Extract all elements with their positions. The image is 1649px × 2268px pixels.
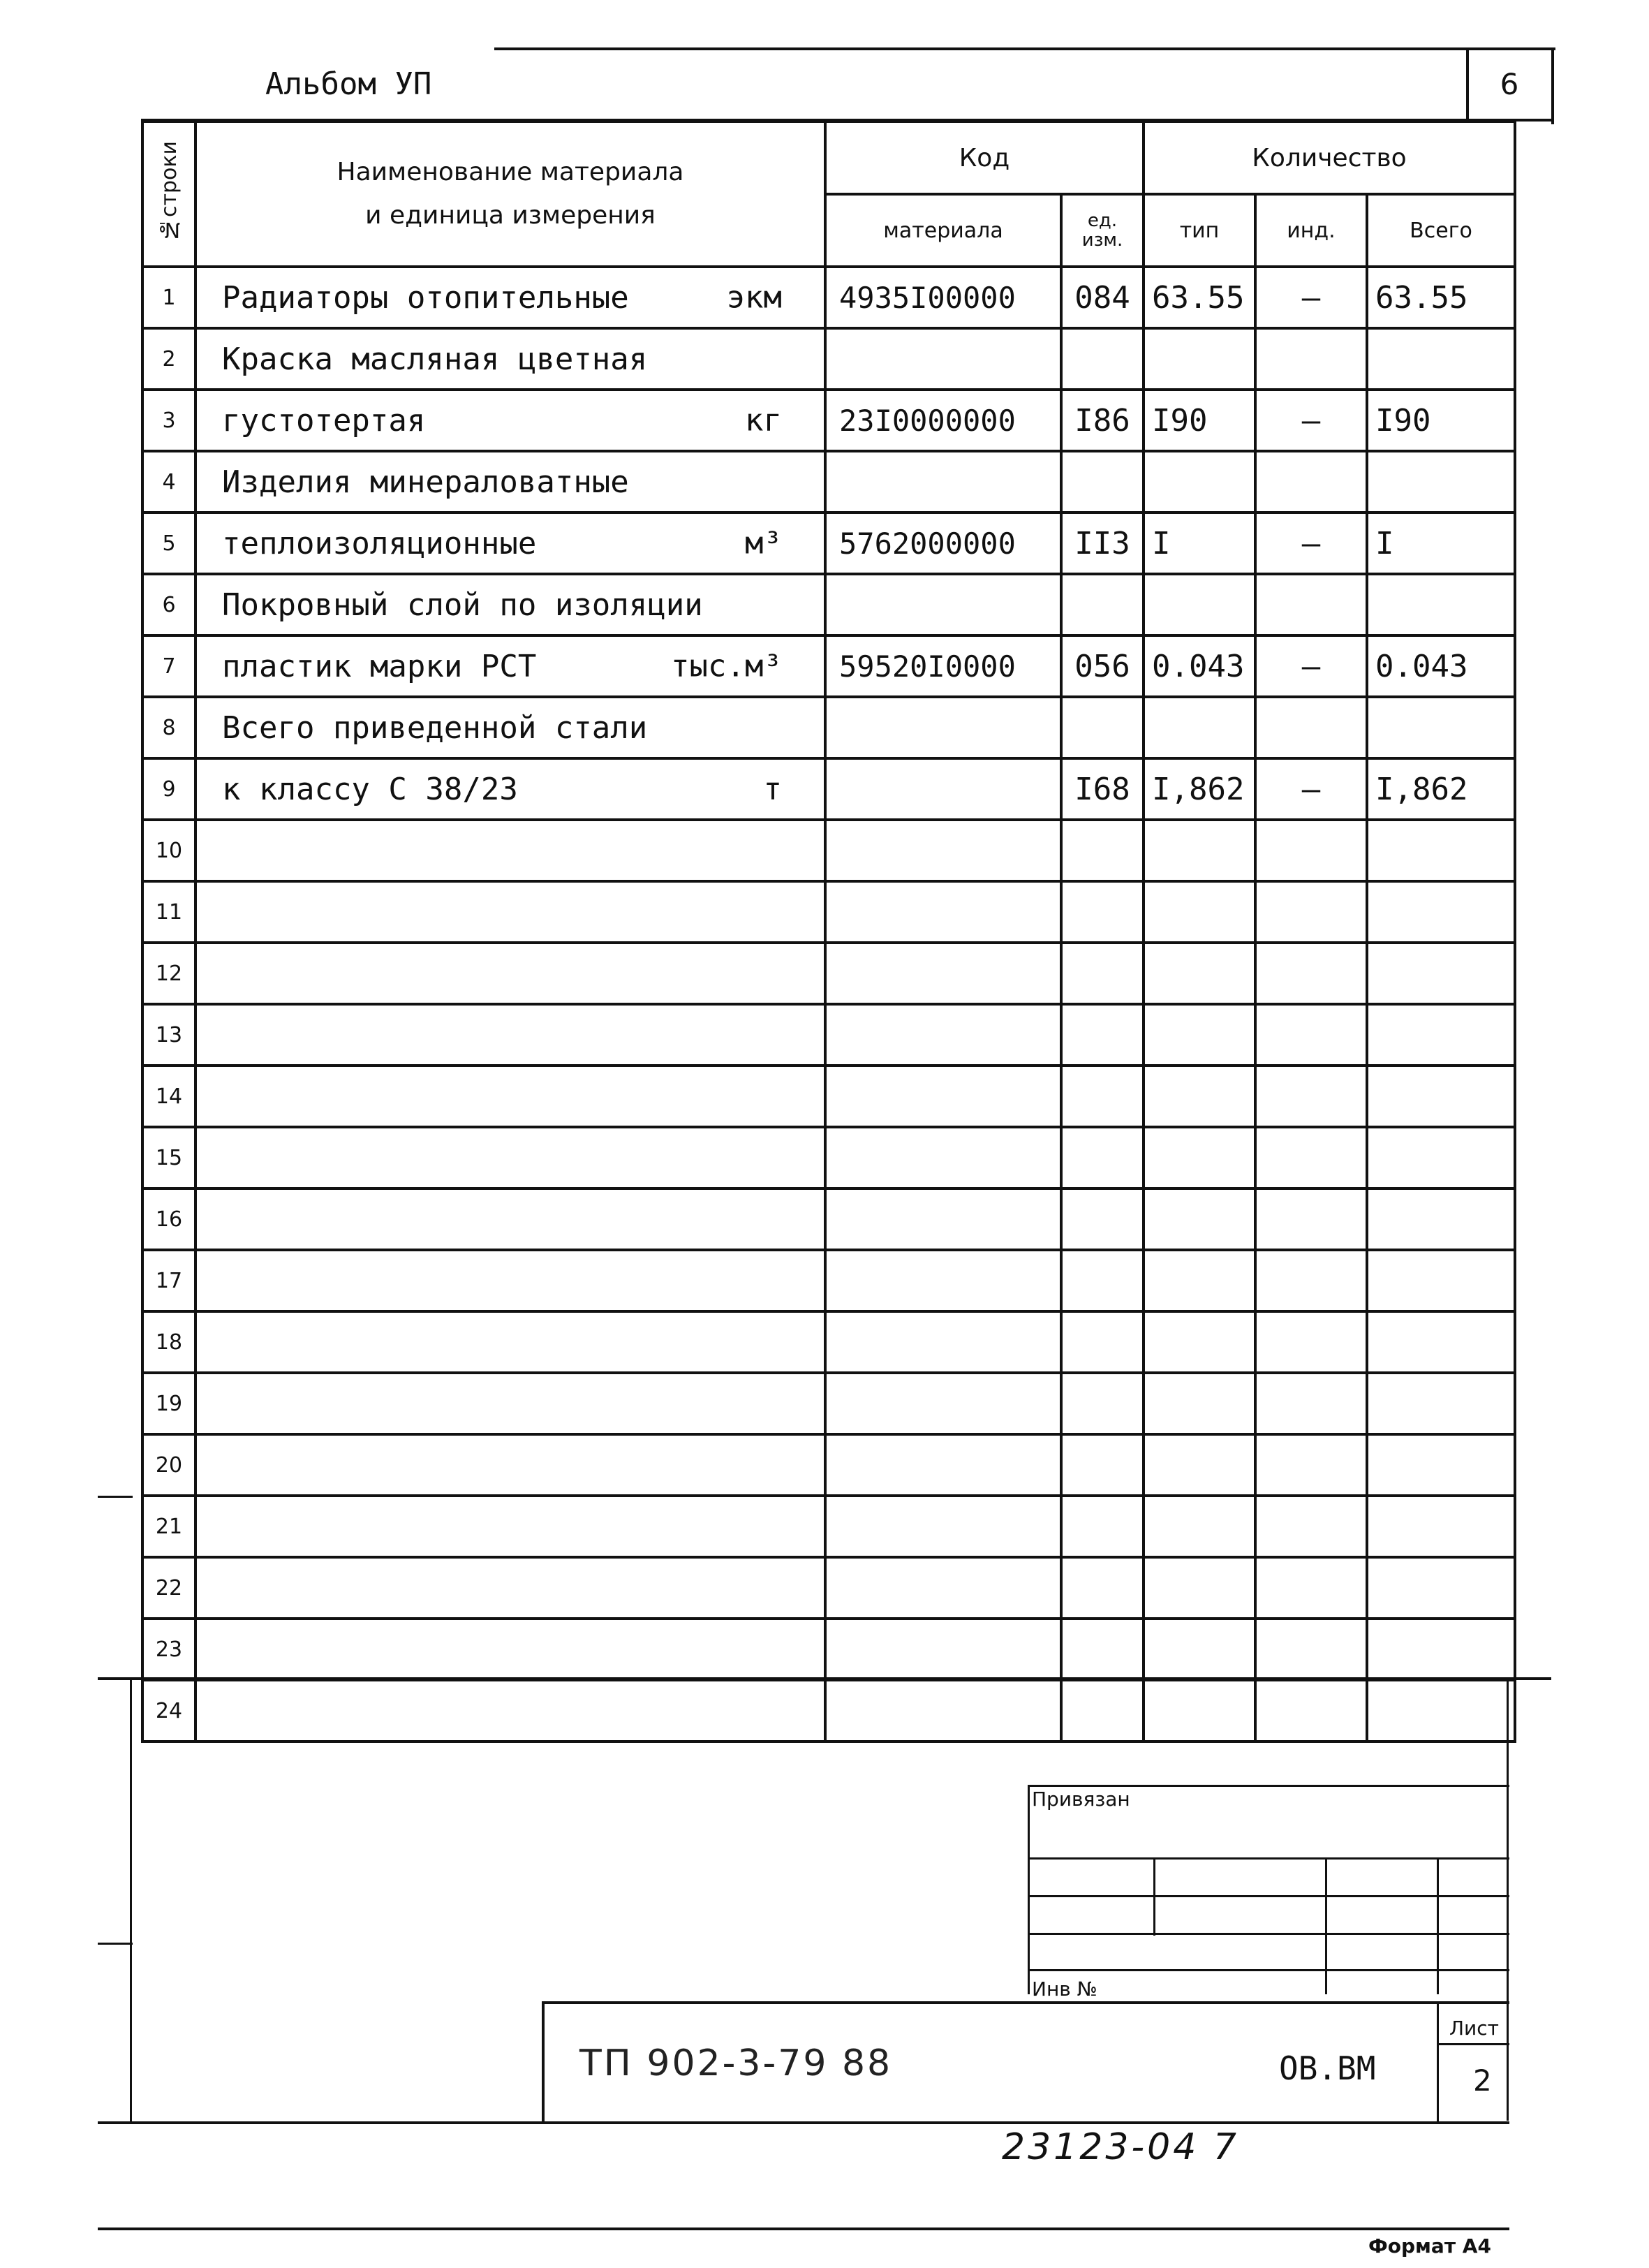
table-row	[142, 574, 1515, 635]
material-name-cell	[195, 1311, 825, 1373]
table-row	[142, 267, 1515, 328]
album-title: Альбом УП	[265, 66, 432, 102]
row-number: 2	[142, 328, 195, 390]
quantity-ind: –	[1255, 635, 1367, 697]
row-number: 23	[142, 1619, 195, 1680]
quantity-ind	[1255, 328, 1367, 390]
quantity-ind	[1255, 697, 1367, 758]
unit-code	[1061, 1680, 1144, 1742]
table-row	[142, 1680, 1515, 1742]
material-name-cell	[195, 1127, 825, 1188]
material-code	[825, 574, 1061, 635]
material-name: теплоизоляционные	[222, 525, 537, 561]
quantity-ind	[1255, 1250, 1367, 1311]
unit-code	[1061, 1373, 1144, 1434]
document-mark: ОВ.ВМ	[1279, 2049, 1376, 2087]
unit-of-measure: тыс.м³	[671, 648, 782, 684]
material-name: к классу С 38/23	[222, 771, 518, 807]
inventory-number: 23123-04 7	[1002, 2126, 1239, 2168]
quantity-total	[1367, 881, 1515, 943]
quantity-total	[1367, 1557, 1515, 1619]
quantity-ind: –	[1255, 390, 1367, 451]
material-name-cell	[195, 697, 825, 758]
row-number: 10	[142, 820, 195, 881]
quantity-type: 63.55	[1144, 267, 1255, 328]
material-code	[825, 1680, 1061, 1742]
unit-code	[1061, 574, 1144, 635]
material-code: 5762000000	[825, 513, 1061, 574]
table-body	[142, 267, 1515, 1742]
document-code: ТП 902-3-79 88	[579, 2042, 893, 2084]
quantity-total	[1367, 574, 1515, 635]
title-block-bottom	[98, 2121, 1509, 2124]
quantity-ind	[1255, 1680, 1367, 1742]
material-code	[825, 1373, 1061, 1434]
quantity-ind	[1255, 1311, 1367, 1373]
material-name-cell	[195, 1496, 825, 1557]
unit-code: 084	[1061, 267, 1144, 328]
table-row	[142, 390, 1515, 451]
table-row	[142, 451, 1515, 513]
quantity-ind	[1255, 1434, 1367, 1496]
unit-of-measure: экм	[726, 279, 782, 316]
table-row	[142, 820, 1515, 881]
header-row-number-label: №строки	[156, 140, 182, 242]
header-total: Всего	[1367, 194, 1515, 267]
material-name-cell	[195, 1250, 825, 1311]
quantity-total	[1367, 1680, 1515, 1742]
row-number: 17	[142, 1250, 195, 1311]
unit-of-measure: т	[763, 771, 782, 807]
quantity-total: I90	[1367, 390, 1515, 451]
quantity-type	[1144, 1250, 1255, 1311]
material-name-cell	[195, 574, 825, 635]
quantity-type	[1144, 1311, 1255, 1373]
material-name: пластик марки РСТ	[222, 648, 537, 684]
quantity-total	[1367, 1250, 1515, 1311]
title-block-top	[542, 2001, 1509, 2004]
quantity-type	[1144, 1619, 1255, 1680]
material-code	[825, 1127, 1061, 1188]
material-name-cell	[195, 513, 825, 574]
quantity-total	[1367, 943, 1515, 1004]
unit-code	[1061, 1557, 1144, 1619]
material-name-cell	[195, 328, 825, 390]
stamp-col-2	[1325, 1857, 1327, 1994]
unit-code	[1061, 1066, 1144, 1127]
material-code	[825, 1496, 1061, 1557]
quantity-ind	[1255, 881, 1367, 943]
quantity-total	[1367, 1066, 1515, 1127]
material-code: 23I0000000	[825, 390, 1061, 451]
unit-code	[1061, 1250, 1144, 1311]
row-number: 11	[142, 881, 195, 943]
quantity-ind	[1255, 1557, 1367, 1619]
quantity-ind	[1255, 1496, 1367, 1557]
unit-of-measure: м³	[745, 525, 782, 561]
material-name-cell	[195, 943, 825, 1004]
footer-rule	[98, 2228, 1509, 2230]
material-name: Краска масляная цветная	[222, 341, 648, 377]
header-quantity: Количество	[1144, 122, 1515, 194]
unit-code: II3	[1061, 513, 1144, 574]
header-unit-line1: ед.	[1087, 210, 1118, 231]
quantity-total	[1367, 328, 1515, 390]
table-row	[142, 1127, 1515, 1188]
quantity-total: 63.55	[1367, 267, 1515, 328]
left-tick-2	[98, 1943, 133, 1945]
material-name-cell	[195, 1066, 825, 1127]
unit-code	[1061, 943, 1144, 1004]
table-row	[142, 1188, 1515, 1250]
quantity-total	[1367, 1004, 1515, 1066]
material-name-cell	[195, 451, 825, 513]
quantity-total	[1367, 1311, 1515, 1373]
material-code	[825, 1004, 1061, 1066]
sheet-label: Лист	[1449, 2017, 1499, 2040]
table-row	[142, 1004, 1515, 1066]
table-row	[142, 1250, 1515, 1311]
title-block-left	[542, 2001, 545, 2124]
material-code	[825, 1250, 1061, 1311]
row-number: 14	[142, 1066, 195, 1127]
page-sheet-number: 6	[1466, 49, 1550, 119]
stamp-col-1	[1153, 1857, 1155, 1936]
quantity-ind	[1255, 451, 1367, 513]
stamp-left-rule	[1028, 1785, 1030, 1994]
material-name-cell	[195, 1619, 825, 1680]
materials-table	[141, 120, 1516, 1743]
right-frame	[1551, 47, 1554, 124]
material-code	[825, 451, 1061, 513]
unit-code	[1061, 451, 1144, 513]
top-rule	[494, 47, 1555, 50]
row-number: 4	[142, 451, 195, 513]
stamp-col-3	[1437, 1857, 1439, 1994]
material-code	[825, 1311, 1061, 1373]
quantity-ind	[1255, 1188, 1367, 1250]
unit-code	[1061, 820, 1144, 881]
quantity-type	[1144, 1066, 1255, 1127]
row-number: 19	[142, 1373, 195, 1434]
table-row	[142, 1373, 1515, 1434]
quantity-type	[1144, 1373, 1255, 1434]
quantity-type	[1144, 1680, 1255, 1742]
header-name-line2: и единица измерения	[365, 201, 656, 230]
row-number: 21	[142, 1496, 195, 1557]
quantity-type: I	[1144, 513, 1255, 574]
quantity-total: I	[1367, 513, 1515, 574]
quantity-total	[1367, 1373, 1515, 1434]
table-row	[142, 513, 1515, 574]
unit-code	[1061, 1127, 1144, 1188]
material-code: 4935I00000	[825, 267, 1061, 328]
header-ind: инд.	[1255, 194, 1367, 267]
stamp-right-rule	[1507, 1677, 1509, 2121]
table-row	[142, 758, 1515, 820]
header-unit-line2: изм.	[1081, 230, 1123, 251]
table-row	[142, 1557, 1515, 1619]
unit-code	[1061, 1311, 1144, 1373]
material-name-cell	[195, 881, 825, 943]
table-row	[142, 1496, 1515, 1557]
row-number: 6	[142, 574, 195, 635]
quantity-total	[1367, 1434, 1515, 1496]
sheet-cell-divider	[1437, 2043, 1509, 2045]
table-row	[142, 635, 1515, 697]
quantity-type	[1144, 697, 1255, 758]
row-number: 3	[142, 390, 195, 451]
material-code	[825, 1188, 1061, 1250]
material-code	[825, 758, 1061, 820]
quantity-total	[1367, 1496, 1515, 1557]
header-type: тип	[1144, 194, 1255, 267]
quantity-ind	[1255, 943, 1367, 1004]
quantity-ind	[1255, 1066, 1367, 1127]
unit-code	[1061, 697, 1144, 758]
material-name: Покровный слой по изоляции	[222, 587, 703, 623]
unit-code	[1061, 1188, 1144, 1250]
quantity-type	[1144, 881, 1255, 943]
quantity-ind	[1255, 820, 1367, 881]
unit-code	[1061, 1434, 1144, 1496]
row-number: 8	[142, 697, 195, 758]
material-name-cell	[195, 1680, 825, 1742]
header-name-line1: Наименование материала	[337, 158, 684, 186]
quantity-ind: –	[1255, 267, 1367, 328]
header-material: материала	[825, 194, 1061, 267]
quantity-type	[1144, 574, 1255, 635]
material-code	[825, 1066, 1061, 1127]
quantity-type: I,862	[1144, 758, 1255, 820]
unit-code	[1061, 328, 1144, 390]
quantity-total	[1367, 1619, 1515, 1680]
material-name-cell	[195, 390, 825, 451]
quantity-type	[1144, 820, 1255, 881]
material-name-cell	[195, 1373, 825, 1434]
sheet-value: 2	[1473, 2063, 1492, 2098]
quantity-total	[1367, 820, 1515, 881]
material-name-cell	[195, 820, 825, 881]
unit-code	[1061, 1004, 1144, 1066]
stamp-inv-no: Инв №	[1032, 1978, 1097, 2001]
header-unit	[1061, 194, 1144, 267]
stamp-privyazan: Привязан	[1032, 1788, 1130, 1811]
left-margin-line	[130, 1677, 132, 2124]
material-code	[825, 1619, 1061, 1680]
material-code	[825, 697, 1061, 758]
material-name-cell	[195, 758, 825, 820]
quantity-ind: –	[1255, 513, 1367, 574]
unit-code: I86	[1061, 390, 1144, 451]
table-row	[142, 943, 1515, 1004]
material-code	[825, 820, 1061, 881]
material-name: Изделия минераловатные	[222, 464, 629, 500]
material-code	[825, 328, 1061, 390]
row-number: 20	[142, 1434, 195, 1496]
quantity-ind	[1255, 1004, 1367, 1066]
quantity-total	[1367, 697, 1515, 758]
row-number: 9	[142, 758, 195, 820]
table-row	[142, 1619, 1515, 1680]
quantity-type	[1144, 451, 1255, 513]
row-number: 24	[142, 1680, 195, 1742]
material-code	[825, 943, 1061, 1004]
quantity-total	[1367, 1188, 1515, 1250]
material-name: Всего приведенной стали	[222, 709, 648, 746]
quantity-total: I,862	[1367, 758, 1515, 820]
quantity-total	[1367, 1127, 1515, 1188]
quantity-type	[1144, 1434, 1255, 1496]
unit-of-measure: кг	[745, 402, 782, 439]
header-code: Код	[825, 122, 1144, 194]
quantity-total	[1367, 451, 1515, 513]
quantity-type	[1144, 1188, 1255, 1250]
table-row	[142, 1311, 1515, 1373]
row-number: 1	[142, 267, 195, 328]
quantity-ind	[1255, 1127, 1367, 1188]
quantity-type: I90	[1144, 390, 1255, 451]
material-code: 59520I0000	[825, 635, 1061, 697]
row-number: 22	[142, 1557, 195, 1619]
material-code	[825, 1434, 1061, 1496]
row-number: 5	[142, 513, 195, 574]
quantity-type	[1144, 1004, 1255, 1066]
material-name-cell	[195, 267, 825, 328]
quantity-ind	[1255, 574, 1367, 635]
quantity-type	[1144, 1557, 1255, 1619]
row-number: 16	[142, 1188, 195, 1250]
material-name-cell	[195, 1434, 825, 1496]
material-code	[825, 1557, 1061, 1619]
header-row-number	[142, 122, 195, 267]
table-row	[142, 697, 1515, 758]
quantity-ind	[1255, 1619, 1367, 1680]
quantity-type	[1144, 1496, 1255, 1557]
material-name-cell	[195, 1188, 825, 1250]
sheet-cell-left	[1437, 2001, 1439, 2124]
quantity-ind: –	[1255, 758, 1367, 820]
unit-code: I68	[1061, 758, 1144, 820]
quantity-type	[1144, 328, 1255, 390]
row-number: 13	[142, 1004, 195, 1066]
row-number: 18	[142, 1311, 195, 1373]
material-name-cell	[195, 1557, 825, 1619]
unit-code	[1061, 1496, 1144, 1557]
quantity-type	[1144, 1127, 1255, 1188]
row-number: 12	[142, 943, 195, 1004]
row-number: 7	[142, 635, 195, 697]
table-row	[142, 1434, 1515, 1496]
stamp-top-rule	[1028, 1785, 1509, 1787]
quantity-total: 0.043	[1367, 635, 1515, 697]
unit-code	[1061, 1619, 1144, 1680]
quantity-type	[1144, 943, 1255, 1004]
material-name-cell	[195, 635, 825, 697]
unit-code	[1061, 881, 1144, 943]
unit-code: 056	[1061, 635, 1144, 697]
left-tick-1	[98, 1496, 133, 1498]
table-row	[142, 328, 1515, 390]
material-name: Радиаторы отопительные	[222, 279, 629, 316]
quantity-ind	[1255, 1373, 1367, 1434]
table-row	[142, 1066, 1515, 1127]
material-name: густотертая	[222, 402, 426, 439]
header-name	[195, 122, 825, 267]
table-bottom-rule	[98, 1677, 1551, 1680]
row-number: 15	[142, 1127, 195, 1188]
table-row	[142, 881, 1515, 943]
format-label: Формат А4	[1368, 2234, 1491, 2258]
material-code	[825, 881, 1061, 943]
quantity-type: 0.043	[1144, 635, 1255, 697]
material-name-cell	[195, 1004, 825, 1066]
